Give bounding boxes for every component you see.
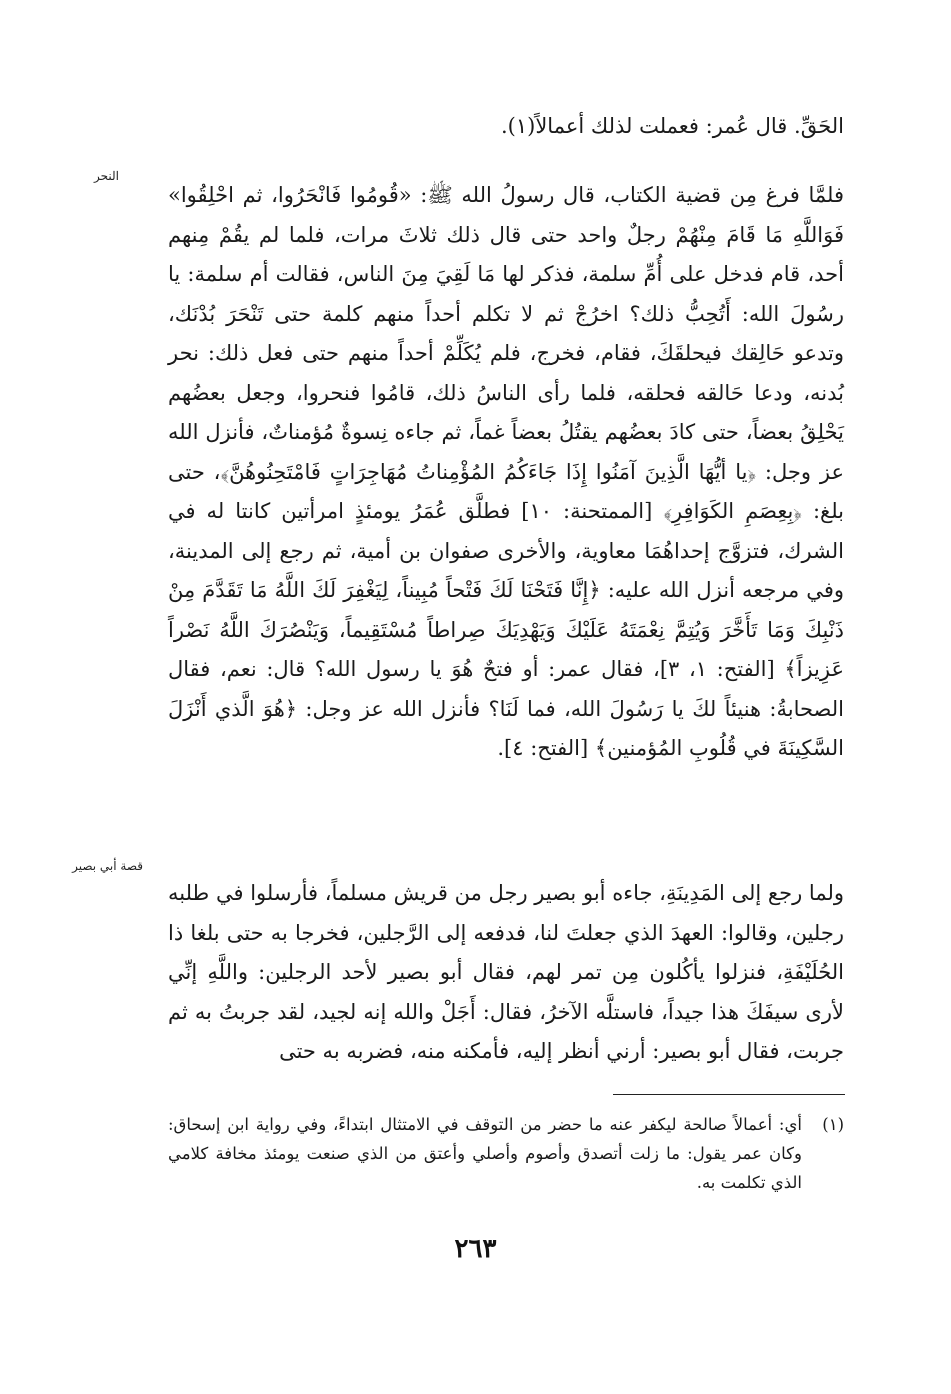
- footnote-text: أي: أعمالاً صالحة ليكفر عنه ما حضر من التوقف في الامتثال ابتداءً، وفي رواية ابن إسحاق: وكان عمر يقول: ما زلت أتصدق وأصوم وأصلي وأعتق من الذي صنعت يومئذ مخافة كلامي الذي تكلمت به.: [168, 1115, 802, 1192]
- body-paragraph-slaughter: فلمَّا فرغ مِن قضية الكتاب، قال رسولُ الله ﷺ: «قُومُوا فَانْحَرُوا، ثم احْلِقُوا» فَوَاللَّهِ مَا قَامَ مِنْهُمْ رجلٌ واحد حتى قال ذلك ثلاثَ مرات، فلما لم يقُمْ مِنهم أحد، قام فدخل على أُمِّ سلمة، فذكر لها مَا لَقِيَ مِنَ الناس، فقالت أم سلمة: يا رسُولَ الله: أَتُحِبُّ ذلك؟ اخرُجْ ثم لا تكلم أحداً منهم كلمة حتى تَنْحَرَ بُدْنَك، وتدعو حَالِقك فيحلقَكَ، فقام، فخرج، فلم يُكَلِّمْ أحداً منهم حتى فعل ذلك: نحر بُدنه، ودعا حَالقه فحلقه، فلما رأى الناسُ ذلك، قامُوا فنحروا، وجعل بعضُهم يَحْلِقُ بعضاً، حتى كادَ بعضُهم يقتُلُ بعضاً غماً، ثم جاءه نِسوةٌ مُؤمناتٌ، فأنزل الله عز وجل: ﴿يا أيُّهَا الَّذِينَ آمَنُوا إِذَا جَاءَكُمُ المُؤْمِناتُ مُهَاجِرَاتٍ فَامْتَحِنُوهُنَّ﴾، حتى بلغ: ﴿بِعِصَمِ الكَوَافِرِ﴾ [الممتحنة: ١٠] فطلَّق عُمَرُ يومئذٍ امرأتين كانتا له في الشرك، فتزوَّج إحداهُمَا معاوية، والأخرى صفوان بن أمية، ثم رجع إلى المدينة، وفي مرجعه أنزل الله عليه: ﴿إِنَّا فَتَحْنَا لَكَ فَتْحاً مُبِيناً، لِيَغْفِرَ لَكَ اللَّهُ مَا تَقَدَّمَ مِنْ ذَنْبِكَ وَمَا تَأَخَّرَ وَيُتِمَّ نِعْمَتَهُ عَلَيْكَ وَيَهْدِيَكَ صِراطاً مُسْتَقِيماً، وَيَنْصُرَكَ اللَّهُ نَصْراً عَزِيزاً﴾ [الفتح: ١، ٣]، فقال عمر: أو فتحٌ هُوَ يا رسول الله؟ قال: نعم، فقال الصحابةُ: هنيئاً لكَ يا رَسُولَ الله، فما لَنَا؟ فأنزل الله عز وجل: ﴿هُوَ الَّذي أَنْزَلَ السَّكِينَةَ في قُلُوبِ المُؤمنين﴾ [الفتح: ٤].: [168, 183, 845, 760]
- footnote-number: (١): [822, 1115, 844, 1134]
- margin-note-slaughter: النحر: [94, 169, 119, 183]
- footnote: [168, 1110, 844, 1197]
- body-paragraph-continuation: الحَقِّ. قال عُمر: فعملت لذلك أعمالاً(١).: [500, 114, 844, 138]
- footnote-divider: [613, 1094, 845, 1095]
- margin-note-abi-basir: قصة أبي بصير: [72, 859, 143, 873]
- page-number: ٢٦٣: [454, 1234, 497, 1264]
- body-paragraph-abi-basir: ولما رجع إلى المَدِينَةِ، جاءه أبو بصير رجل من قريش مسلماً، فأرسلوا في طلبه رجلين، وقالوا: العهدَ الذي جعلتَ لنا، فدفعه إلى الرَّجلين، فخرجا به حتى بلغا ذا الحُلَيْفَةِ، فنزلوا يأكُلون مِن تمر لهم، فقال أبو بصير لأحد الرجلين: واللَّهِ إنِّي لأرى سيفَكَ هذا جيداً، فاستلَّه الآخرُ، فقال: أَجَلْ والله إنه لجيد، لقد جربتُ به ثم جربت، فقال أبو بصير: أرني أنظر إليه، فأمكنه منه، فضربه به حتى: [168, 881, 844, 1063]
